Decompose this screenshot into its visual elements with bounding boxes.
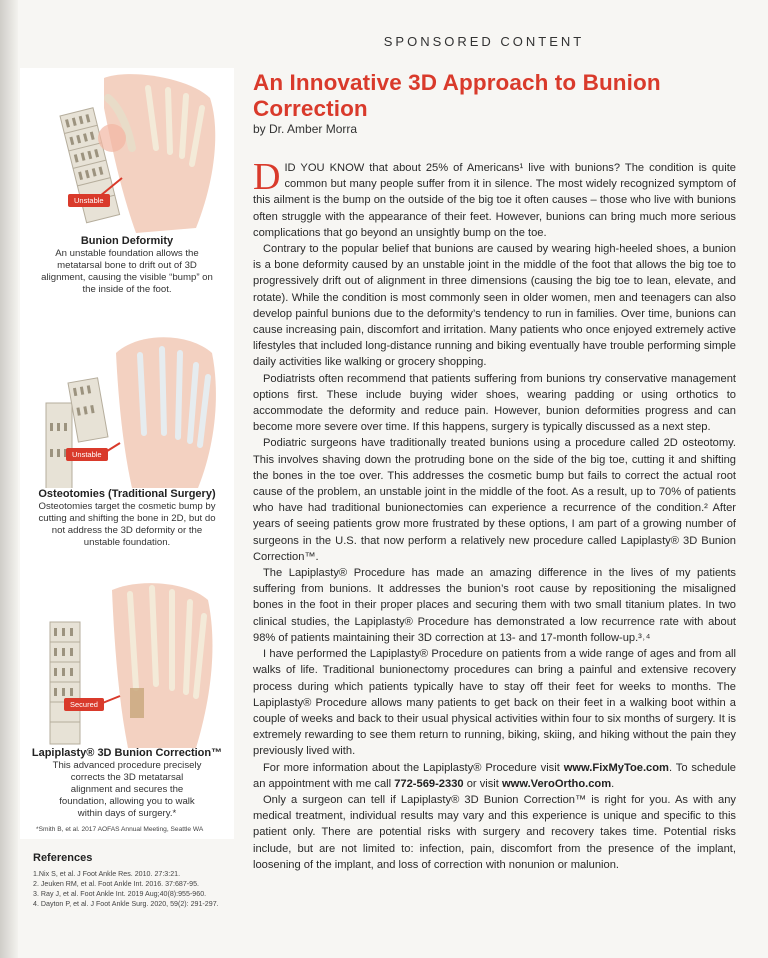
caption-lapiplasty — [20, 746, 234, 836]
caption-text: Osteotomies target the cosmetic bump by cutting and shifting the bone in 2D, but do not address the 3D deformity or the unstable foundation. — [38, 501, 216, 548]
fixmytoe-link[interactable]: www.FixMyToe.com — [563, 761, 669, 774]
unstable-tag-2: Unstable — [66, 448, 108, 461]
caption-footnote: *Smith B, et al. 2017 AOFAS Annual Meeting, Seattle WA — [36, 826, 204, 833]
p7-text-d: . — [611, 777, 615, 790]
paragraph-7 — [253, 760, 736, 792]
page-gutter-shadow — [0, 0, 18, 958]
caption-title: Bunion Deformity — [80, 235, 174, 247]
paragraph-1 — [253, 156, 736, 241]
caption-osteotomies — [20, 487, 234, 549]
dropcap: D — [253, 156, 281, 198]
lapiplasty-illustration — [20, 578, 234, 748]
veroortho-link[interactable]: www.VeroOrtho.com — [501, 777, 612, 790]
reference-item: 2. Jeuken RM, et al. Foot Ankle Int. 2016. 37:687-95. — [33, 880, 200, 888]
sponsored-header: SPONSORED CONTENT — [383, 34, 585, 49]
unstable-tag-1: Unstable — [68, 194, 110, 207]
reference-item: 3. Ray J, et al. Foot Ankle Int. 2019 Aug;40(8):955-960. — [33, 890, 207, 898]
p7-text-c: or visit — [463, 777, 502, 790]
paragraph-5: The Lapiplasty® Procedure has made an amazing difference in the lives of my patients suffering from bunions. It addresses the bunion’s root cause by repositioning the misaligned bones in the foot in their proper places and securing them with two small titanium plates. In two clinical studies, the Lapiplasty® Procedure has demonstrated a low recurrence rate with about 98% of patients maintaining their 3D correction at 13- and 17-month follow-up.³˒⁴ — [253, 567, 736, 644]
caption-text: This advanced procedure precisely corrects the 3D metatarsal alignment and secures the foundation, allowing you to walk within days of surgery.* — [52, 760, 202, 819]
figure-osteotomies — [20, 313, 234, 573]
byline: by Dr. Amber Morra — [253, 122, 358, 136]
references-heading: References — [33, 852, 93, 864]
figure-lapiplasty — [20, 578, 234, 838]
caption-bunion-deformity — [20, 234, 234, 296]
reference-item: 4. Dayton P, et al. J Foot Ankle Surg. 2020, 59(2): 291-297. — [33, 900, 219, 908]
article-body — [253, 156, 737, 873]
paragraph-4: Podiatric surgeons have traditionally treated bunions using a procedure called 2D osteotomy. This involves shaving down the protruding bone on the side of the big toe, cutting it and shifting the bones in the toe over. This addresses the cosmetic bump but fails to correct the actual root cause of the problem, an unstable joint in the middle of the foot. As a result, up to 70% of patients who have had traditional bunionectomies can experience a recurrence of the condition.² After years of seeing patients grow more frustrated by these options, I am part of a growing number of surgeons in the U.S. that now perform a relatively new procedure called Lapiplasty® 3D Bunion Correction™. — [253, 437, 736, 563]
paragraph-1-text: ID YOU KNOW that about 25% of Americans¹ live with bunions? The condition is quite common but many people suffer from it in silence. The most widely recognized symptom of this ailment is the bump on the outside of the big toe it often causes – those who live with bunions often struggle with the appearance of their feet. However, bunions can bring much more serious complications that go beyond an unsightly bump on the toe. — [253, 162, 736, 239]
figure-bunion-deformity — [20, 68, 234, 308]
illustration-sidebar — [20, 68, 234, 839]
osteotomy-illustration — [20, 313, 234, 488]
caption-text: An unstable foundation allows the metatarsal bone to drift out of 3D alignment, causing the visible “bump” on the inside of the foot. — [41, 248, 213, 295]
paragraph-2: Contrary to the popular belief that bunions are caused by wearing high-heeled shoes, a bunion is a bone deformity caused by an unstable joint in the middle of the foot that allows the big toe to progressively drift out of alignment in three dimensions (causing the big toe to lean, elevate, and rotate). While the condition is most commonly seen in older women, men and teenagers can also develop painful bunions due to the deformity’s tendency to run in families. Over time, bunions can cause increasing pain, discomfort and irritation. Many patients who once enjoyed extremely active lifestyles that included long-distance running and biking eventually have trouble performing simple daily activities like walking or grocery shopping. — [253, 243, 736, 369]
secured-tag: Secured — [64, 698, 104, 711]
references — [33, 852, 233, 909]
article-title: An Innovative 3D Approach to Bunion Correction — [253, 70, 661, 121]
paragraph-6: I have performed the Lapiplasty® Procedure on patients from a wide range of ages and from all walks of life. Traditional bunionectomy procedures can bring a painful and extensive recovery process during which patients typically have to stay off their feet for weeks to months. The Lapiplasty® Procedure allows many patients to get back on their feet in a walking boot within a couple of weeks and back to their usual physical activities within four to six months of surgery. It is extremely rewarding to see them return to running, biking, skiing, and hiking without the pain they previously lived with. — [253, 648, 736, 758]
phone-number[interactable]: 772-569-2330 — [394, 777, 464, 790]
p7-text-b: . To schedule an appointment with me call — [253, 761, 737, 790]
paragraph-8: Only a surgeon can tell if Lapiplasty® 3D Bunion Correction™ is right for you. As with any medical treatment, individual results may vary and this experience is unique and specific to this patient only. There are potential risks with surgery and recovery takes time. Potential risks include, but are not limited to: infection, pain, discomfort from the presence of the implant, loosening of the implant, and loss of correction with nonunion or malunion. — [253, 793, 736, 871]
caption-title: Lapiplasty® 3D Bunion Correction™ — [31, 747, 223, 759]
reference-item: 1.Nix S, et al. J Foot Ankle Res. 2010. 27:3:21. — [33, 870, 181, 878]
paragraph-3: Podiatrists often recommend that patients suffering from bunions try conservative management options first. These include buying wider shoes, wearing padding or using orthotics to accommodate the deformity and reduce pain. However, bunion deformities progress and can become more severe over time. If this happens, surgery is typically discussed as a next step. — [253, 372, 736, 434]
p7-text-a: For more information about the Lapiplasty® Procedure visit — [263, 761, 564, 774]
caption-title: Osteotomies (Traditional Surgery) — [38, 488, 216, 500]
bunion-deformity-illustration — [20, 68, 234, 233]
